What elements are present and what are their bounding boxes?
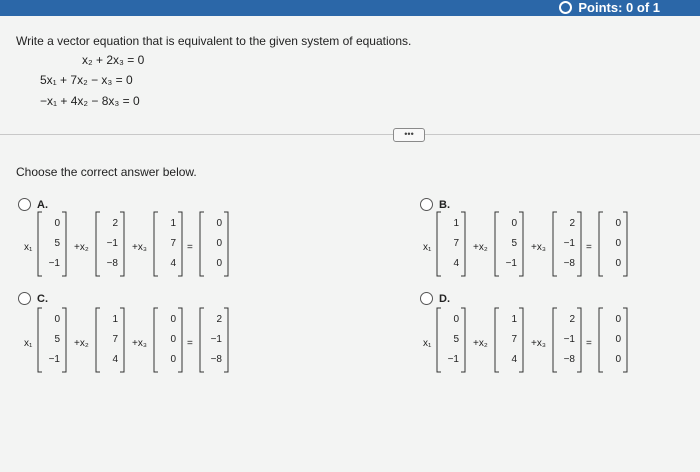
- instruction-text: Choose the correct answer below.: [16, 165, 197, 179]
- vector-b-1-entry: 7: [453, 238, 459, 249]
- equals-sign: =: [586, 242, 592, 253]
- vector-c-rhs-left-bracket: [200, 308, 204, 372]
- vector-d-3-left-bracket: [553, 308, 557, 372]
- vector-d-rhs-right-bracket: [623, 308, 627, 372]
- vector-a-rhs-entry: 0: [216, 258, 222, 269]
- vector-b-rhs-right-bracket: [623, 212, 627, 276]
- vector-d-2-left-bracket: [495, 308, 499, 372]
- vector-d-1-entry: 0: [453, 314, 459, 325]
- option-a-label: A.: [37, 198, 48, 211]
- vector-d-3-right-bracket: [577, 308, 581, 372]
- vector-a-1-entry: 5: [54, 238, 60, 249]
- vector-c-3-left-bracket: [154, 308, 158, 372]
- vector-c-2-left-bracket: [96, 308, 100, 372]
- vector-c-3-entry: 0: [170, 354, 176, 365]
- coefficient-label-d-2: +x₂: [473, 338, 488, 349]
- vector-a-rhs-entry: 0: [216, 238, 222, 249]
- option-c-equation[interactable]: [24, 288, 244, 383]
- vector-a-2-entry: −8: [106, 258, 118, 269]
- vector-c-3-entry: 0: [170, 334, 176, 345]
- vector-d-1-left-bracket: [437, 308, 441, 372]
- vector-a-3-entry: 7: [170, 238, 176, 249]
- vector-c-3-entry: 0: [170, 314, 176, 325]
- option-b-equation[interactable]: [423, 192, 643, 287]
- coefficient-label-d-1: x₁: [423, 338, 432, 349]
- vector-a-rhs-left-bracket: [200, 212, 204, 276]
- coefficient-label-c-1: x₁: [24, 338, 33, 349]
- vector-d-1-entry: −1: [447, 354, 459, 365]
- option-c-label: C.: [37, 292, 48, 305]
- vector-c-1-left-bracket: [38, 308, 42, 372]
- vector-b-3-right-bracket: [577, 212, 581, 276]
- vector-b-2-entry: 5: [511, 238, 517, 249]
- vector-c-1-entry: 5: [54, 334, 60, 345]
- equation-3: −x₁ + 4x₂ − 8x₃ = 0: [40, 94, 140, 108]
- coefficient-label-b-1: x₁: [423, 242, 432, 253]
- vector-b-3-left-bracket: [553, 212, 557, 276]
- vector-d-2-entry: 4: [511, 354, 517, 365]
- vector-b-1-entry: 1: [453, 218, 459, 229]
- vector-c-2-entry: 4: [112, 354, 118, 365]
- vector-b-1-left-bracket: [437, 212, 441, 276]
- vector-c-rhs-entry: 2: [216, 314, 222, 325]
- vector-a-3-entry: 1: [170, 218, 176, 229]
- equation-1: x₂ + 2x₃ = 0: [82, 53, 145, 67]
- vector-d-3-entry: −8: [563, 354, 575, 365]
- vector-b-3-entry: 2: [569, 218, 575, 229]
- vector-a-1-left-bracket: [38, 212, 42, 276]
- coefficient-label-b-3: +x₃: [531, 242, 546, 253]
- vector-a-rhs-entry: 0: [216, 218, 222, 229]
- vector-a-2-entry: 2: [112, 218, 118, 229]
- vector-c-rhs-right-bracket: [224, 308, 228, 372]
- vector-a-rhs-right-bracket: [224, 212, 228, 276]
- vector-a-2-entry: −1: [106, 238, 118, 249]
- coefficient-label-a-3: +x₃: [132, 242, 147, 253]
- vector-b-2-right-bracket: [519, 212, 523, 276]
- vector-b-2-left-bracket: [495, 212, 499, 276]
- coefficient-label-a-1: x₁: [24, 242, 33, 253]
- equation-2: 5x₁ + 7x₂ − x₃ = 0: [40, 73, 133, 87]
- vector-a-3-entry: 4: [170, 258, 176, 269]
- vector-d-2-entry: 1: [511, 314, 517, 325]
- coefficient-label-c-3: +x₃: [132, 338, 147, 349]
- expand-button[interactable]: •••: [393, 128, 425, 142]
- vector-b-rhs-entry: 0: [615, 218, 621, 229]
- vector-c-3-right-bracket: [178, 308, 182, 372]
- vector-d-rhs-entry: 0: [615, 314, 621, 325]
- vector-b-1-right-bracket: [461, 212, 465, 276]
- vector-d-2-right-bracket: [519, 308, 523, 372]
- vector-b-3-entry: −1: [563, 238, 575, 249]
- vector-d-rhs-entry: 0: [615, 334, 621, 345]
- option-b-label: B.: [439, 198, 450, 211]
- option-a-equation[interactable]: [24, 192, 244, 287]
- vector-b-rhs-entry: 0: [615, 258, 621, 269]
- coefficient-label-d-3: +x₃: [531, 338, 546, 349]
- vector-b-rhs-entry: 0: [615, 238, 621, 249]
- vector-a-1-entry: 0: [54, 218, 60, 229]
- vector-c-2-entry: 1: [112, 314, 118, 325]
- vector-d-2-entry: 7: [511, 334, 517, 345]
- equals-sign: =: [187, 242, 193, 253]
- vector-c-1-right-bracket: [62, 308, 66, 372]
- vector-a-3-left-bracket: [154, 212, 158, 276]
- vector-a-1-entry: −1: [48, 258, 60, 269]
- vector-c-rhs-entry: −8: [210, 354, 222, 365]
- vector-c-1-entry: 0: [54, 314, 60, 325]
- points-indicator: [559, 0, 660, 14]
- vector-a-1-right-bracket: [62, 212, 66, 276]
- vector-c-2-entry: 7: [112, 334, 118, 345]
- vector-a-2-left-bracket: [96, 212, 100, 276]
- points-label: Points: 0 of 1: [578, 0, 660, 15]
- coefficient-label-c-2: +x₂: [74, 338, 89, 349]
- vector-a-2-right-bracket: [120, 212, 124, 276]
- vector-d-1-right-bracket: [461, 308, 465, 372]
- vector-b-1-entry: 4: [453, 258, 459, 269]
- circle-icon: [559, 1, 572, 14]
- vector-b-3-entry: −8: [563, 258, 575, 269]
- question-prompt: Write a vector equation that is equivalent to the given system of equations.: [16, 34, 412, 48]
- coefficient-label-b-2: +x₂: [473, 242, 488, 253]
- vector-c-2-right-bracket: [120, 308, 124, 372]
- top-bar: [0, 0, 700, 16]
- vector-b-2-entry: −1: [505, 258, 517, 269]
- option-d-equation[interactable]: [423, 288, 643, 383]
- option-d-label: D.: [439, 292, 450, 305]
- vector-d-rhs-left-bracket: [599, 308, 603, 372]
- equals-sign: =: [187, 338, 193, 349]
- vector-b-2-entry: 0: [511, 218, 517, 229]
- vector-a-3-right-bracket: [178, 212, 182, 276]
- vector-c-1-entry: −1: [48, 354, 60, 365]
- section-divider: [0, 134, 700, 135]
- vector-d-1-entry: 5: [453, 334, 459, 345]
- vector-b-rhs-left-bracket: [599, 212, 603, 276]
- vector-d-3-entry: 2: [569, 314, 575, 325]
- equals-sign: =: [586, 338, 592, 349]
- coefficient-label-a-2: +x₂: [74, 242, 89, 253]
- vector-d-3-entry: −1: [563, 334, 575, 345]
- vector-d-rhs-entry: 0: [615, 354, 621, 365]
- vector-c-rhs-entry: −1: [210, 334, 222, 345]
